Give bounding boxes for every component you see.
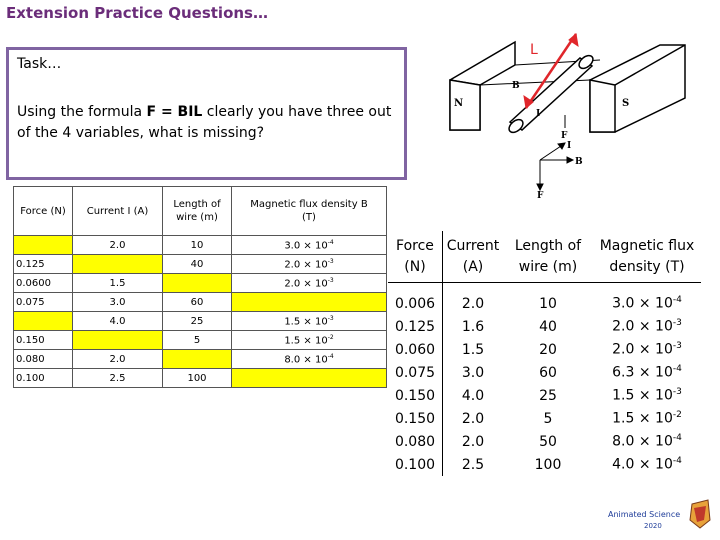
a-cell-force: 0.150	[388, 407, 443, 430]
south-magnet	[590, 45, 685, 132]
a-cell-length: 10	[539, 295, 557, 312]
q-cell-force: 0.075	[14, 293, 73, 312]
q-cell-force: 0.0600	[14, 274, 73, 293]
q-b-exponent: -4	[327, 352, 334, 360]
a-cell-current: 2.0	[461, 433, 485, 450]
a-cell-force: 0.060	[388, 338, 443, 361]
a-b-exponent: -2	[672, 410, 682, 421]
axis-label-b: B	[575, 157, 583, 167]
a-b-exponent: -4	[672, 456, 682, 467]
a-cell-current: 4.0	[461, 387, 485, 404]
table-row	[14, 274, 387, 293]
table-row	[388, 407, 701, 430]
a-cell-length: 50	[539, 433, 557, 450]
a-cell-force: 0.075	[388, 361, 443, 384]
axis-label-f: F	[537, 191, 544, 200]
task-text-after: clearly you have three out of the 4 variables, what is missing?	[17, 104, 392, 141]
q-cell-length	[163, 274, 232, 293]
task-text	[17, 102, 402, 144]
a-b-exponent: -3	[672, 318, 682, 329]
table-row	[14, 255, 387, 274]
a-b-mantissa: 4.0 × 10	[612, 456, 673, 473]
label-s: S	[622, 98, 630, 109]
a-b-exponent: -4	[672, 433, 682, 444]
a-header-length: Length of wire (m)	[503, 231, 593, 283]
q-cell-length: 5	[163, 331, 232, 350]
q-cell-current	[73, 331, 163, 350]
table-row	[388, 315, 701, 338]
a-cell-length: 5	[543, 410, 553, 427]
slide-title: Extension Practice Questions…	[6, 4, 268, 22]
q-cell-b	[232, 369, 387, 388]
animated-science-logo	[608, 494, 712, 538]
q-b-mantissa: 2.0 × 10	[284, 278, 328, 290]
table-row	[14, 312, 387, 331]
a-cell-current: 2.0	[461, 410, 485, 427]
table-row	[388, 338, 701, 361]
a-cell-b	[593, 384, 701, 407]
a-cell-b	[593, 430, 701, 453]
q-b-exponent: -2	[327, 333, 334, 341]
q-cell-current: 2.5	[73, 369, 163, 388]
q-header-b: Magnetic flux density B (T)	[232, 187, 387, 236]
axes-diagram	[525, 138, 595, 200]
a-cell-current: 2.5	[461, 456, 485, 473]
a-cell-length: 100	[534, 456, 562, 473]
label-i: I	[536, 109, 541, 119]
a-b-mantissa: 3.0 × 10	[612, 295, 673, 312]
q-cell-force: 0.100	[14, 369, 73, 388]
a-header-current: Current (A)	[443, 231, 504, 283]
a-cell-current: 3.0	[461, 364, 485, 381]
a-cell-b	[593, 361, 701, 384]
a-cell-b	[593, 453, 701, 476]
a-cell-length: 25	[539, 387, 557, 404]
q-cell-b	[232, 350, 387, 369]
a-header-b: Magnetic flux density (T)	[593, 231, 701, 283]
q-header-current: Current I (A)	[73, 187, 163, 236]
table-row	[14, 350, 387, 369]
a-b-exponent: -3	[672, 341, 682, 352]
q-cell-force	[14, 236, 73, 255]
q-cell-length: 10	[163, 236, 232, 255]
logo-text: Animated Science	[608, 510, 681, 519]
question-table	[13, 186, 387, 388]
q-b-mantissa: 3.0 × 10	[284, 240, 328, 252]
axis-label-i: I	[567, 141, 572, 151]
a-cell-force: 0.150	[388, 384, 443, 407]
q-cell-current: 1.5	[73, 274, 163, 293]
q-cell-length: 40	[163, 255, 232, 274]
a-cell-force: 0.006	[388, 283, 443, 316]
a-cell-force: 0.100	[388, 453, 443, 476]
q-header-length: Length of wire (m)	[163, 187, 232, 236]
a-cell-b	[593, 283, 701, 316]
q-header-force: Force (N)	[14, 187, 73, 236]
q-cell-length: 25	[163, 312, 232, 331]
q-cell-force: 0.150	[14, 331, 73, 350]
q-b-mantissa: 1.5 × 10	[284, 335, 328, 347]
q-cell-length	[163, 350, 232, 369]
a-header-force: Force (N)	[388, 231, 443, 283]
logo-icon	[688, 498, 712, 530]
a-cell-length: 20	[539, 341, 557, 358]
table-row	[388, 430, 701, 453]
q-b-exponent: -3	[327, 257, 334, 265]
wire-rod	[507, 53, 596, 135]
table-row	[388, 384, 701, 407]
a-b-mantissa: 6.3 × 10	[612, 364, 673, 381]
table-row	[14, 369, 387, 388]
q-b-exponent: -4	[327, 238, 334, 246]
label-f: F	[561, 131, 568, 141]
q-b-mantissa: 2.0 × 10	[284, 259, 328, 271]
a-b-exponent: -3	[672, 387, 682, 398]
answer-table	[388, 231, 701, 476]
label-b: B	[512, 81, 520, 91]
q-cell-current	[73, 255, 163, 274]
q-cell-length: 100	[163, 369, 232, 388]
q-b-mantissa: 8.0 × 10	[284, 354, 328, 366]
task-text-before: Using the formula	[17, 104, 147, 120]
table-row	[388, 361, 701, 384]
q-b-exponent: -3	[327, 276, 334, 284]
q-cell-current: 2.0	[73, 236, 163, 255]
logo-year: 2020	[644, 522, 662, 530]
q-cell-length: 60	[163, 293, 232, 312]
a-b-exponent: -4	[672, 295, 682, 306]
a-b-mantissa: 1.5 × 10	[612, 410, 673, 427]
a-b-mantissa: 1.5 × 10	[612, 387, 673, 404]
table-row	[14, 331, 387, 350]
q-cell-b	[232, 255, 387, 274]
a-cell-force: 0.125	[388, 315, 443, 338]
table-row	[388, 453, 701, 476]
table-row	[14, 236, 387, 255]
q-cell-force: 0.125	[14, 255, 73, 274]
table-row	[14, 293, 387, 312]
a-cell-current: 1.5	[461, 341, 485, 358]
q-b-exponent: -3	[327, 314, 334, 322]
q-cell-b	[232, 274, 387, 293]
a-cell-length: 40	[539, 318, 557, 335]
a-b-mantissa: 2.0 × 10	[612, 318, 673, 335]
a-b-mantissa: 2.0 × 10	[612, 341, 673, 358]
a-b-mantissa: 8.0 × 10	[612, 433, 673, 450]
q-cell-b	[232, 293, 387, 312]
a-cell-b	[593, 338, 701, 361]
q-cell-b	[232, 236, 387, 255]
a-cell-current: 1.6	[461, 318, 485, 335]
q-cell-current: 2.0	[73, 350, 163, 369]
a-cell-force: 0.080	[388, 430, 443, 453]
q-cell-b	[232, 312, 387, 331]
a-cell-b	[593, 315, 701, 338]
a-b-exponent: -4	[672, 364, 682, 375]
q-cell-force: 0.080	[14, 350, 73, 369]
q-cell-force	[14, 312, 73, 331]
north-magnet	[450, 42, 515, 130]
label-l: L	[530, 42, 538, 58]
q-cell-b	[232, 331, 387, 350]
task-heading: Task…	[17, 56, 62, 72]
a-cell-current: 2.0	[461, 295, 485, 312]
a-cell-length: 60	[539, 364, 557, 381]
label-n: N	[454, 98, 464, 109]
formula: F = BIL	[146, 104, 203, 120]
q-cell-current: 4.0	[73, 312, 163, 331]
task-box	[6, 47, 407, 180]
q-cell-current: 3.0	[73, 293, 163, 312]
q-b-mantissa: 1.5 × 10	[284, 316, 328, 328]
table-row	[388, 283, 701, 316]
a-cell-b	[593, 407, 701, 430]
